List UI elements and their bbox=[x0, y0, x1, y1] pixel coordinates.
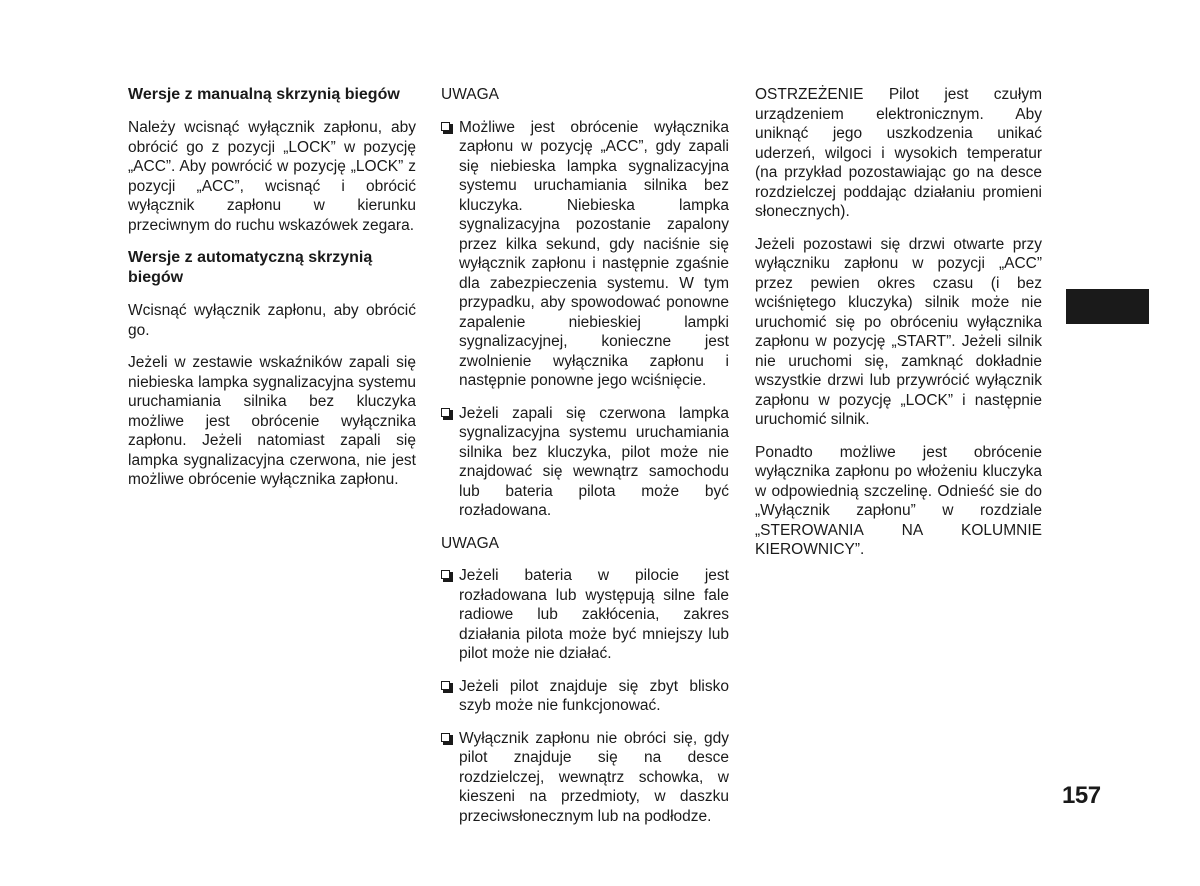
list-item-text: Jeżeli zapali się czerwona lampka sygnalizacyjna systemu uruchamiania silnika bez kluczyka, pilot może nie znajdować się wewnątrz samochodu lub bateria pilota może być rozładowana. bbox=[459, 404, 729, 519]
paragraph-indicator-lamps: Jeżeli w zestawie wskaźników zapali się niebieska lampka sygnalizacyjna systemu uruchamiania silnika bez kluczyka możliwe jest obrócenie wyłącznika zapłonu. Jeżeli natomiast zapali się lampka sygnalizacyjna czerwona, nie jest możliwe obrócenie wyłącznika zapłonu. bbox=[128, 354, 416, 488]
list-item-text: Wyłącznik zapłonu nie obróci się, gdy pilot znajduje się na desce rozdzielczej, wewnątrz schowka, w kieszeni na przedmioty, w daszku przeciwsłonecznym lub na podłodze. bbox=[459, 729, 729, 825]
paragraph-manual-instructions: Należy wcisnąć wyłącznik zapłonu, aby obrócić go z pozycji „LOCK” w pozycję „ACC”. Aby powrócić w pozycję „LOCK” z pozycji „ACC”, wcisnąć i obrócić wyłącznik zapłonu w kierunku przeciwnym do ruchu wskazówek zegara. bbox=[128, 119, 416, 234]
chapter-tab-marker bbox=[1066, 289, 1149, 324]
section-heading-automatic: Wersje z automatyczną skrzynią biegów bbox=[128, 249, 373, 286]
paragraph-key-slot: Ponadto możliwe jest obrócenie wyłącznika zapłonu po włożeniu kluczyka w odpowiednią szczelinę. Odnieść sie do „Wyłącznik zapłonu” w rozdziale „STEROWANIA NA KOLUMNIE KIEROWNICY”. bbox=[755, 443, 1042, 558]
note-label: UWAGA bbox=[441, 534, 499, 552]
checkbox-bullet-icon bbox=[441, 733, 450, 742]
list-item bbox=[441, 566, 729, 664]
list-item-text: Jeżeli bateria w pilocie jest rozładowana lub występują silne fale radiowe lub zakłócenia, zakres działania pilota może być mniejszy lub pilot może nie działać. bbox=[459, 567, 729, 662]
paragraph-warning: OSTRZEŻENIE Pilot jest czułym urządzeniem elektronicznym. Aby uniknąć jego uszkodzenia unikać uderzeń, wilgoci i wysokich temperatur (na przykład pozostawiając go na desce rozdzielczej poddając działaniu promieni słonecznych). bbox=[755, 86, 1042, 220]
page-number: 157 bbox=[1062, 782, 1101, 809]
checkbox-bullet-icon bbox=[441, 570, 450, 579]
paragraph-door-open: Jeżeli pozostawi się drzwi otwarte przy wyłączniku zapłonu w pozycji „ACC” przez pewien okres czasu (i bez wciśniętego kluczyka) silnik może nie uruchomić się po obróceniu wyłącznika zapłonu w pozycję „START”. Jeżeli silnik nie uruchomi się, zamknąć dokładnie wszystkie drzwi lub przywrócić wyłącznik zapłonu w pozycję „LOCK” i następnie uruchomić silnik. bbox=[755, 235, 1042, 428]
section-heading-manual: Wersje z manualną skrzynią biegów bbox=[128, 86, 400, 103]
note-label: UWAGA bbox=[441, 86, 499, 103]
checkbox-bullet-icon bbox=[441, 408, 450, 417]
list-item bbox=[441, 677, 729, 716]
column-left bbox=[128, 85, 416, 503]
checkbox-bullet-icon bbox=[441, 122, 450, 131]
checkbox-bullet-icon bbox=[441, 681, 450, 690]
list-item bbox=[441, 729, 729, 827]
column-right bbox=[755, 85, 1042, 573]
list-item-text: Jeżeli pilot znajduje się zbyt blisko szyb może nie funkcjonować. bbox=[459, 677, 729, 714]
list-item bbox=[441, 118, 729, 391]
column-middle bbox=[441, 85, 729, 839]
list-item-text: Możliwe jest obrócenie wyłącznika zapłonu w pozycję „ACC”, gdy zapali się niebieska lampka sygnalizacyjna systemu uruchamiania silnika bez kluczyka. Niebieska lampka sygnalizacyjna pozostanie zapalony przez kilka sekund, gdy naciśnie się wyłącznik zapłonu i następnie zgaśnie dla zabezpieczenia systemu. W tym przypadku, aby spowodować ponowne zapalenie niebieskiej lampki sygnalizacyjnej, konieczne jest zwolnienie wyłącznika zapłonu i następnie ponowne jego wciśnięcie. bbox=[459, 118, 729, 389]
list-item bbox=[441, 404, 729, 521]
paragraph-automatic-instructions: Wcisnąć wyłącznik zapłonu, aby obrócić go. bbox=[128, 302, 416, 339]
